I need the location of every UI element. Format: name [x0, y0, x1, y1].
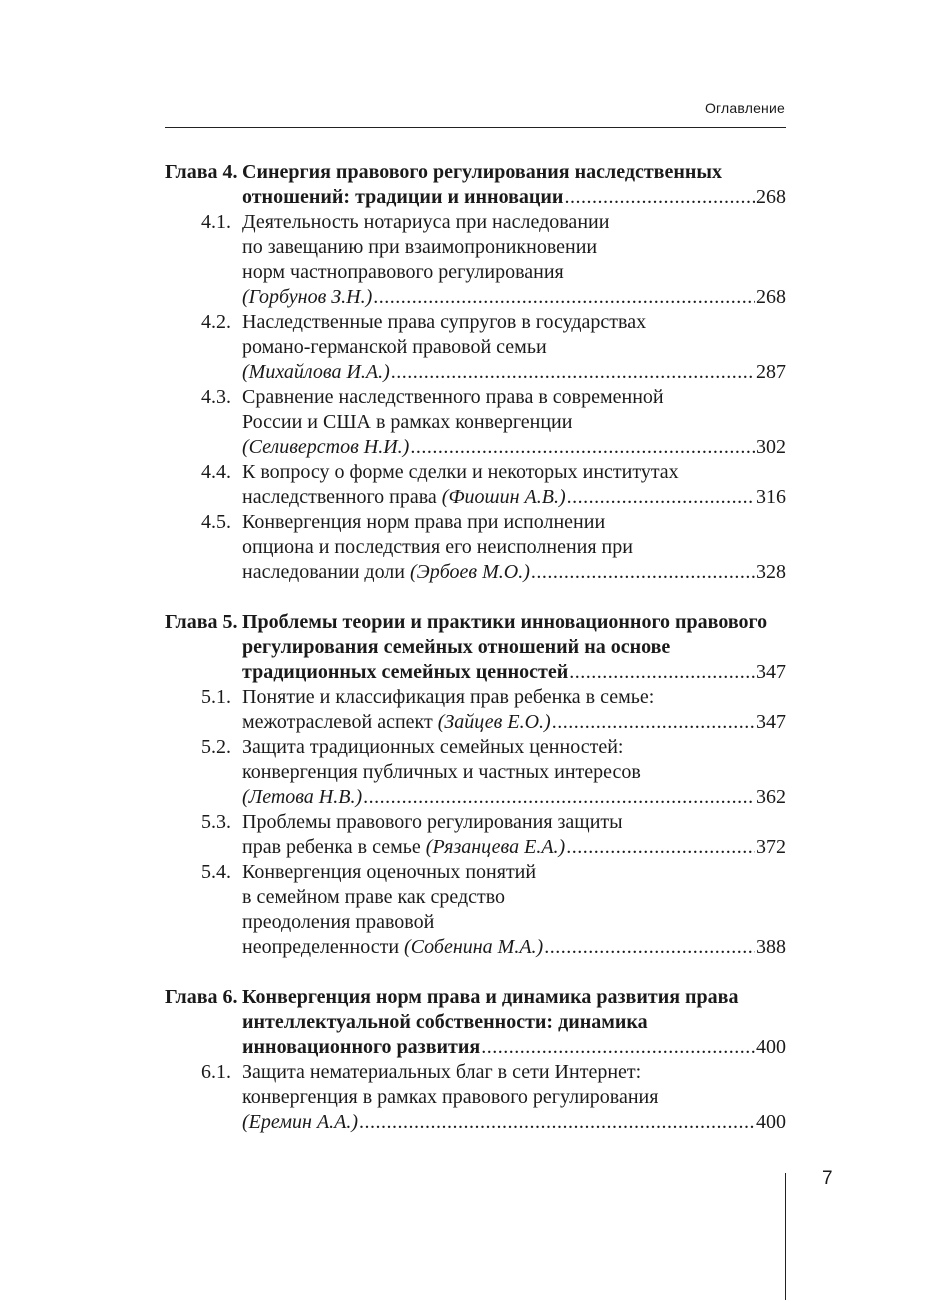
dot-leader: [373, 285, 755, 310]
section-title-text: Наследственные права супругов в государствах: [242, 311, 647, 333]
section-title-last: [242, 1110, 358, 1135]
dot-leader: [391, 360, 755, 385]
table-of-contents: [165, 160, 786, 1160]
toc-chapter: [165, 610, 786, 960]
section-number: 4.5.: [201, 511, 231, 533]
section-number: 4.3.: [201, 386, 231, 408]
author-name: (Собенина М.А.): [404, 936, 544, 958]
section-entry[interactable]: [165, 1110, 786, 1135]
chapter-title-last: [242, 1035, 480, 1060]
section-entry-leader[interactable]: [242, 1110, 786, 1135]
section-number: 6.1.: [201, 1061, 231, 1083]
chapter-page-number: 268: [756, 186, 786, 208]
section-number: 5.4.: [201, 861, 231, 883]
section-line: [165, 510, 786, 535]
section-line: [165, 910, 786, 935]
dot-leader: [410, 435, 755, 460]
section-title-text: Конвергенция оценочных понятий: [242, 861, 537, 883]
section-page-number: 372: [756, 836, 786, 858]
chapter-page-number: 400: [756, 1036, 786, 1058]
section-title-text: конвергенция в рамках правового регулирования: [242, 1086, 659, 1108]
section-title-text: межотраслевой аспект: [242, 711, 438, 733]
section-entry[interactable]: [165, 935, 786, 960]
chapter-number: Глава 4.: [165, 161, 238, 183]
section-line: [165, 885, 786, 910]
chapter-title-text: интеллектуальной собственности: динамика: [242, 1011, 648, 1033]
section-entry-leader[interactable]: [242, 785, 786, 810]
section-entry-leader[interactable]: [242, 435, 786, 460]
section-page-number: 287: [756, 361, 786, 383]
section-title-text: Понятие и классификация прав ребенка в семье:: [242, 686, 655, 708]
section-title-last: [242, 485, 566, 510]
chapter-heading-line[interactable]: [165, 660, 786, 685]
section-line: [165, 1060, 786, 1085]
section-entry-leader[interactable]: [242, 485, 786, 510]
page-number-divider: [785, 1173, 786, 1300]
section-title-text: преодоления правовой: [242, 911, 435, 933]
section-title-text: норм частноправового регулирования: [242, 261, 564, 283]
section-line: [165, 810, 786, 835]
section-title-text: Деятельность нотариуса при наследовании: [242, 211, 610, 233]
section-title-text: прав ребенка в семье: [242, 836, 426, 858]
author-name: (Михайлова И.А.): [242, 361, 390, 383]
chapter-number: Глава 5.: [165, 611, 238, 633]
section-entry[interactable]: [165, 785, 786, 810]
author-name: (Горбунов З.Н.): [242, 286, 373, 308]
section-line: [165, 260, 786, 285]
page-number: 7: [822, 1168, 833, 1189]
section-line: [165, 735, 786, 760]
section-number: 5.2.: [201, 736, 231, 758]
chapter-heading-line: [165, 985, 786, 1010]
section-line: [165, 460, 786, 485]
section-line: [165, 860, 786, 885]
dot-leader: [569, 660, 755, 685]
section-title-text: Защита традиционных семейных ценностей:: [242, 736, 624, 758]
dot-leader: [566, 835, 755, 860]
dot-leader: [359, 1110, 755, 1135]
dot-leader: [564, 185, 755, 210]
section-number: 4.4.: [201, 461, 231, 483]
section-title-text: Проблемы правового регулирования защиты: [242, 811, 623, 833]
section-entry-leader[interactable]: [242, 835, 786, 860]
section-entry-leader[interactable]: [242, 710, 786, 735]
section-title-last: [242, 435, 409, 460]
section-title-text: неопределенности: [242, 936, 405, 958]
toc-chapter: [165, 985, 786, 1135]
section-line: [165, 385, 786, 410]
section-entry[interactable]: [165, 285, 786, 310]
dot-leader: [567, 485, 755, 510]
chapter-heading-line[interactable]: [165, 185, 786, 210]
author-name: (Зайцев Е.О.): [437, 711, 551, 733]
chapter-number: Глава 6.: [165, 986, 238, 1008]
dot-leader: [531, 560, 755, 585]
chapter-title-text: отношений: традиции и инновации: [242, 186, 564, 208]
section-page-number: 328: [756, 561, 786, 583]
section-number: 5.1.: [201, 686, 231, 708]
section-title-text: романо-германской правовой семьи: [242, 336, 547, 358]
section-entry[interactable]: [165, 560, 786, 585]
section-entry[interactable]: [165, 835, 786, 860]
dot-leader: [481, 1035, 755, 1060]
section-entry-leader[interactable]: [242, 285, 786, 310]
dot-leader: [544, 935, 755, 960]
header-divider: [165, 127, 786, 128]
section-title-text: наследственного права: [242, 486, 442, 508]
section-title-text: К вопросу о форме сделки и некоторых институтах: [242, 461, 679, 483]
section-line: [165, 535, 786, 560]
section-page-number: 316: [756, 486, 786, 508]
section-line: [165, 335, 786, 360]
section-title-text: конвергенция публичных и частных интересов: [242, 761, 641, 783]
section-number: 5.3.: [201, 811, 231, 833]
section-number: 4.1.: [201, 211, 231, 233]
author-name: (Эрбоев М.О.): [410, 561, 530, 583]
section-entry[interactable]: [165, 360, 786, 385]
section-title-last: [242, 835, 565, 860]
section-entry-leader[interactable]: [242, 560, 786, 585]
chapter-page-number: 347: [756, 661, 786, 683]
chapter-title-text: Синергия правового регулирования наследственных: [242, 161, 722, 183]
section-line: [165, 685, 786, 710]
section-entry-leader[interactable]: [242, 935, 786, 960]
section-page-number: 362: [756, 786, 786, 808]
section-title-text: в семейном праве как средство: [242, 886, 506, 908]
section-line: [165, 210, 786, 235]
toc-chapter: [165, 160, 786, 585]
author-name: (Фиошин А.В.): [441, 486, 566, 508]
section-title-text: наследовании доли: [242, 561, 410, 583]
chapter-title-text: Конвергенция норм права и динамика развития права: [242, 986, 739, 1008]
section-title-text: Сравнение наследственного права в современной: [242, 386, 664, 408]
chapter-heading-line: [165, 1010, 786, 1035]
section-title-text: по завещанию при взаимопроникновении: [242, 236, 598, 258]
chapter-title-last: [242, 660, 568, 685]
author-name: (Рязанцева Е.А.): [425, 836, 566, 858]
section-line: [165, 1085, 786, 1110]
chapter-title-text: Проблемы теории и практики инновационного правового: [242, 611, 768, 633]
section-page-number: 302: [756, 436, 786, 458]
section-line: [165, 410, 786, 435]
section-number: 4.2.: [201, 311, 231, 333]
chapter-heading-line: [165, 635, 786, 660]
section-entry[interactable]: [165, 435, 786, 460]
author-name: (Летова Н.В.): [242, 786, 363, 808]
chapter-entry-leader[interactable]: [242, 660, 786, 685]
section-line: [165, 235, 786, 260]
section-title-last: [242, 710, 551, 735]
section-line: [165, 760, 786, 785]
section-title-text: опциона и последствия его неисполнения при: [242, 536, 633, 558]
section-line: [165, 310, 786, 335]
section-page-number: 268: [756, 286, 786, 308]
chapter-heading-line: [165, 610, 786, 635]
section-title-last: [242, 285, 372, 310]
section-page-number: 388: [756, 936, 786, 958]
section-entry[interactable]: [165, 710, 786, 735]
section-title-last: [242, 935, 543, 960]
running-header-title: Оглавление: [704, 100, 785, 116]
chapter-entry-leader[interactable]: [242, 185, 786, 210]
section-title-text: Защита нематериальных благ в сети Интернет:: [242, 1061, 642, 1083]
section-page-number: 400: [756, 1111, 786, 1133]
chapter-entry-leader[interactable]: [242, 1035, 786, 1060]
dot-leader: [363, 785, 755, 810]
chapter-title-text: традиционных семейных ценностей: [242, 661, 569, 683]
section-title-last: [242, 785, 362, 810]
chapter-heading-line[interactable]: [165, 1035, 786, 1060]
chapter-title-last: [242, 185, 563, 210]
section-title-last: [242, 560, 530, 585]
author-name: (Селиверстов Н.И.): [242, 436, 410, 458]
section-entry[interactable]: [165, 485, 786, 510]
section-title-text: России и США в рамках конвергенции: [242, 411, 573, 433]
section-title-last: [242, 360, 390, 385]
chapter-heading-line: [165, 160, 786, 185]
section-page-number: 347: [756, 711, 786, 733]
chapter-title-text: инновационного развития: [242, 1036, 481, 1058]
author-name: (Еремин А.А.): [242, 1111, 359, 1133]
dot-leader: [552, 710, 755, 735]
chapter-title-text: регулирования семейных отношений на основе: [242, 636, 671, 658]
section-title-text: Конвергенция норм права при исполнении: [242, 511, 606, 533]
section-entry-leader[interactable]: [242, 360, 786, 385]
